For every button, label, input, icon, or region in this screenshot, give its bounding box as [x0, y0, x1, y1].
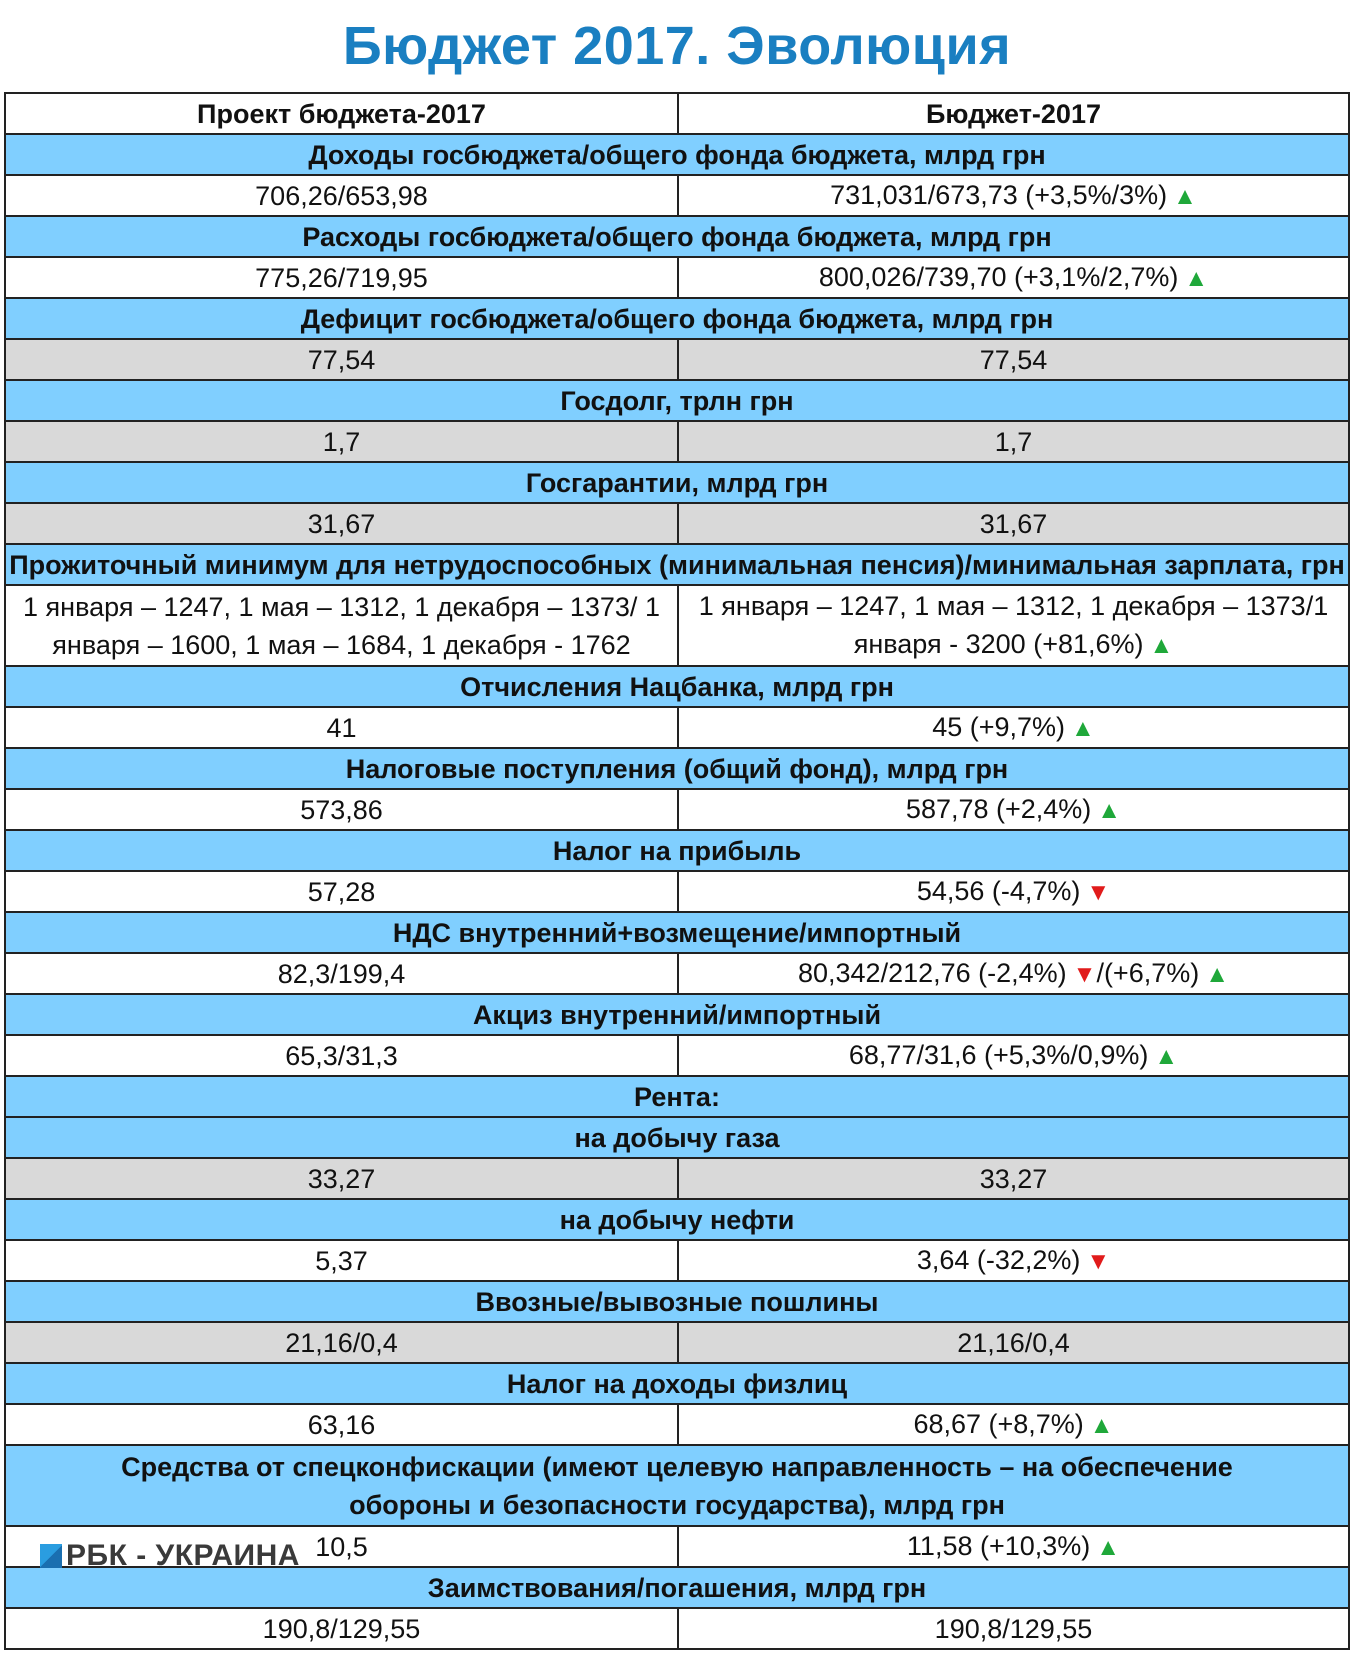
table-row — [6, 1405, 1348, 1446]
triangle-up-icon: ▲ — [1071, 714, 1095, 742]
budget-value-wrap — [830, 176, 1197, 215]
section-header-row — [6, 1446, 1348, 1527]
budget-value: 800,026/739,70 (+3,1%/2,7%) — [818, 261, 1179, 292]
budget-value-cell — [677, 1527, 1348, 1566]
triangle-up-icon: ▲ — [1173, 182, 1197, 210]
table-row — [6, 340, 1348, 381]
budget-value: 68,67 (+8,7%) — [913, 1408, 1084, 1439]
section-header-row — [6, 135, 1348, 176]
section-label: на добычу нефти — [559, 1204, 795, 1235]
draft-value-cell — [6, 1159, 677, 1198]
section-header-row — [6, 1568, 1348, 1609]
budget-value: 68,77/31,6 (+5,3%/0,9%) — [848, 1039, 1149, 1070]
draft-value: 5,37 — [315, 1245, 368, 1276]
draft-value-cell — [6, 1323, 677, 1362]
section-label: Госгарантии, млрд грн — [525, 467, 829, 498]
table-row — [6, 1159, 1348, 1200]
triangle-down-icon: ▼ — [1086, 878, 1111, 906]
table-row — [6, 790, 1348, 831]
column-header-draft: Проект бюджета-2017 — [6, 94, 677, 133]
budget-value-wrap — [819, 258, 1208, 297]
section-label: Прожиточный минимум для нетрудоспособных (минимальная пенсия)/минимальная зарплата, грн — [9, 549, 1345, 580]
table-row — [6, 586, 1348, 667]
table-row — [6, 954, 1348, 995]
draft-value: 77,54 — [307, 344, 376, 375]
section-label: Налог на прибыль — [552, 835, 802, 866]
table-row — [6, 258, 1348, 299]
budget-value-wrap — [913, 1405, 1113, 1444]
section-label: Дефицит госбюджета/общего фонда бюджета, млрд грн — [300, 303, 1054, 334]
budget-value-wrap — [687, 587, 1340, 665]
table-row — [6, 176, 1348, 217]
section-header-row — [6, 381, 1348, 422]
table-row — [6, 422, 1348, 463]
budget-value: 190,8/129,55 — [934, 1613, 1093, 1644]
budget-value: 33,27 — [979, 1163, 1048, 1194]
section-header-row — [6, 217, 1348, 258]
draft-value: 573,86 — [300, 794, 383, 825]
budget-value: 45 (+9,7%) — [932, 711, 1066, 742]
budget-value-cell — [677, 1159, 1348, 1198]
section-header-row — [6, 667, 1348, 708]
section-header-row — [6, 1282, 1348, 1323]
section-header-row — [6, 995, 1348, 1036]
draft-value: 706,26/653,98 — [255, 180, 428, 211]
table-row — [6, 1323, 1348, 1364]
draft-value: 21,16/0,4 — [285, 1327, 398, 1358]
budget-value-wrap — [957, 1324, 1070, 1362]
budget-value-wrap — [935, 1610, 1093, 1648]
table-row — [6, 504, 1348, 545]
budget-value-cell — [677, 1323, 1348, 1362]
table-row — [6, 1609, 1348, 1650]
budget-table — [4, 92, 1350, 1650]
budget-value-cell — [677, 954, 1348, 993]
draft-value-cell — [6, 1036, 677, 1075]
budget-value: 80,342/212,76 (-2,4%) — [797, 957, 1067, 988]
section-label: Отчисления Нацбанка, млрд грн — [460, 671, 894, 702]
budget-value-wrap — [917, 872, 1110, 911]
draft-value: 33,27 — [307, 1163, 376, 1194]
draft-value: 82,3/199,4 — [277, 958, 406, 989]
table-row — [6, 708, 1348, 749]
triangle-up-icon: ▲ — [1097, 796, 1122, 824]
section-label: Заимствования/погашения, млрд грн — [427, 1572, 927, 1603]
budget-value-cell — [677, 872, 1348, 911]
budget-value-cell — [677, 1036, 1348, 1075]
section-header-row — [6, 299, 1348, 340]
section-label: Налог на доходы физлиц — [506, 1368, 848, 1399]
logo-mark-icon — [40, 1544, 62, 1568]
section-label: на добычу газа — [574, 1122, 780, 1153]
triangle-up-icon: ▲ — [1184, 264, 1209, 292]
section-header-row — [6, 913, 1348, 954]
triangle-down-icon: ▼ — [1072, 960, 1097, 988]
logo-text: РБК - УКРАИНА — [66, 1539, 300, 1572]
budget-value: 11,58 (+10,3%) — [906, 1530, 1091, 1561]
section-header-row — [6, 545, 1348, 586]
budget-value: 21,16/0,4 — [957, 1327, 1070, 1358]
budget-value-cell — [677, 422, 1348, 461]
draft-value: 65,3/31,3 — [285, 1040, 398, 1071]
section-header-row — [6, 1118, 1348, 1159]
rbc-ukraine-logo — [40, 1539, 300, 1573]
budget-value: 77,54 — [979, 344, 1048, 375]
budget-value-cell — [677, 1241, 1348, 1280]
triangle-up-icon: ▲ — [1149, 631, 1174, 659]
table-row — [6, 1036, 1348, 1077]
budget-value-wrap — [907, 1527, 1120, 1566]
budget-value-cell — [677, 1609, 1348, 1648]
budget-value-wrap — [917, 1241, 1110, 1280]
section-label: Средства от спецконфискации (имеют целевую направленность – на обеспечение обороны и безопасности государства), млрд грн — [121, 1451, 1233, 1520]
table-row — [6, 1241, 1348, 1282]
section-label: Акциз внутренний/импортный — [472, 999, 882, 1030]
budget-value-cell — [677, 340, 1348, 379]
table-header — [6, 94, 1348, 135]
budget-value-wrap — [849, 1036, 1178, 1075]
budget-value-wrap — [798, 954, 1229, 993]
draft-value: 57,28 — [307, 876, 376, 907]
section-label: Ввозные/вывозные пошлины — [475, 1286, 879, 1317]
budget-value: 3,64 (-32,2%) — [916, 1244, 1081, 1275]
triangle-down-icon: ▼ — [1086, 1247, 1111, 1275]
draft-value: 1,7 — [322, 426, 361, 457]
budget-value: 31,67 — [979, 508, 1048, 539]
draft-value-cell — [6, 258, 677, 297]
section-header-row — [6, 831, 1348, 872]
column-header-budget: Бюджет-2017 — [677, 94, 1348, 133]
page-title: Бюджет 2017. Эволюция — [342, 16, 1012, 76]
section-label: Налоговые поступления (общий фонд), млрд грн — [345, 753, 1009, 784]
draft-value: 1 января – 1247, 1 мая – 1312, 1 декабря – 1373/ 1 января – 1600, 1 мая – 1684, 1 декабря - 1762 — [23, 591, 660, 660]
draft-value-cell — [6, 586, 677, 665]
section-header-row — [6, 463, 1348, 504]
draft-value-cell — [6, 790, 677, 829]
section-label: НДС внутренний+возмещение/импортный — [392, 917, 962, 948]
budget-value-cell — [677, 708, 1348, 747]
draft-value: 41 — [326, 712, 357, 743]
draft-value: 775,26/719,95 — [255, 262, 428, 293]
budget-value-cell — [677, 586, 1348, 665]
draft-value-cell — [6, 1405, 677, 1444]
triangle-up-icon: ▲ — [1089, 1411, 1114, 1439]
draft-value-cell — [6, 954, 677, 993]
budget-value-wrap — [980, 1160, 1048, 1198]
budget-value-wrap — [995, 423, 1033, 461]
draft-value: 10,5 — [315, 1531, 368, 1562]
budget-value-cell — [677, 176, 1348, 215]
section-label: Расходы госбюджета/общего фонда бюджета, млрд грн — [302, 221, 1052, 252]
draft-value-cell — [6, 340, 677, 379]
section-header-row — [6, 749, 1348, 790]
budget-value-cell — [677, 258, 1348, 297]
budget-value: 1,7 — [994, 426, 1033, 457]
draft-value-cell — [6, 422, 677, 461]
draft-value-cell — [6, 1241, 677, 1280]
section-header-row — [6, 1364, 1348, 1405]
budget-value-wrap — [906, 790, 1121, 829]
budget-value: 587,78 (+2,4%) — [905, 793, 1092, 824]
budget-value: 731,031/673,73 (+3,5%/3%) — [830, 179, 1168, 210]
draft-value-cell — [6, 504, 677, 543]
triangle-up-icon: ▲ — [1205, 960, 1229, 988]
section-label: Рента: — [634, 1081, 720, 1112]
budget-value-cell — [677, 504, 1348, 543]
draft-value: 31,67 — [307, 508, 376, 539]
budget-value: 1 января – 1247, 1 мая – 1312, 1 декабря – 1373/1 января - 3200 (+81,6%) — [698, 590, 1329, 659]
triangle-up-icon: ▲ — [1154, 1042, 1179, 1070]
draft-value-cell — [6, 176, 677, 215]
budget-value-cell — [677, 790, 1348, 829]
draft-value: 190,8/129,55 — [262, 1613, 421, 1644]
budget-value-wrap — [980, 505, 1048, 543]
budget-value-cell — [677, 1405, 1348, 1444]
budget-value-wrap — [980, 341, 1048, 379]
draft-value-cell — [6, 708, 677, 747]
triangle-up-icon: ▲ — [1096, 1533, 1121, 1561]
section-header-row — [6, 1200, 1348, 1241]
budget-value-wrap — [932, 708, 1095, 747]
draft-value-cell — [6, 1609, 677, 1648]
draft-value: 63,16 — [307, 1409, 376, 1440]
budget-value: 54,56 (-4,7%) — [916, 875, 1081, 906]
budget-value-extra: /(+6,7%) — [1096, 957, 1200, 988]
draft-value-cell — [6, 872, 677, 911]
section-label: Доходы госбюджета/общего фонда бюджета, млрд грн — [308, 139, 1046, 170]
section-label: Госдолг, трлн грн — [560, 385, 794, 416]
section-header-row — [6, 1077, 1348, 1118]
table-row — [6, 872, 1348, 913]
